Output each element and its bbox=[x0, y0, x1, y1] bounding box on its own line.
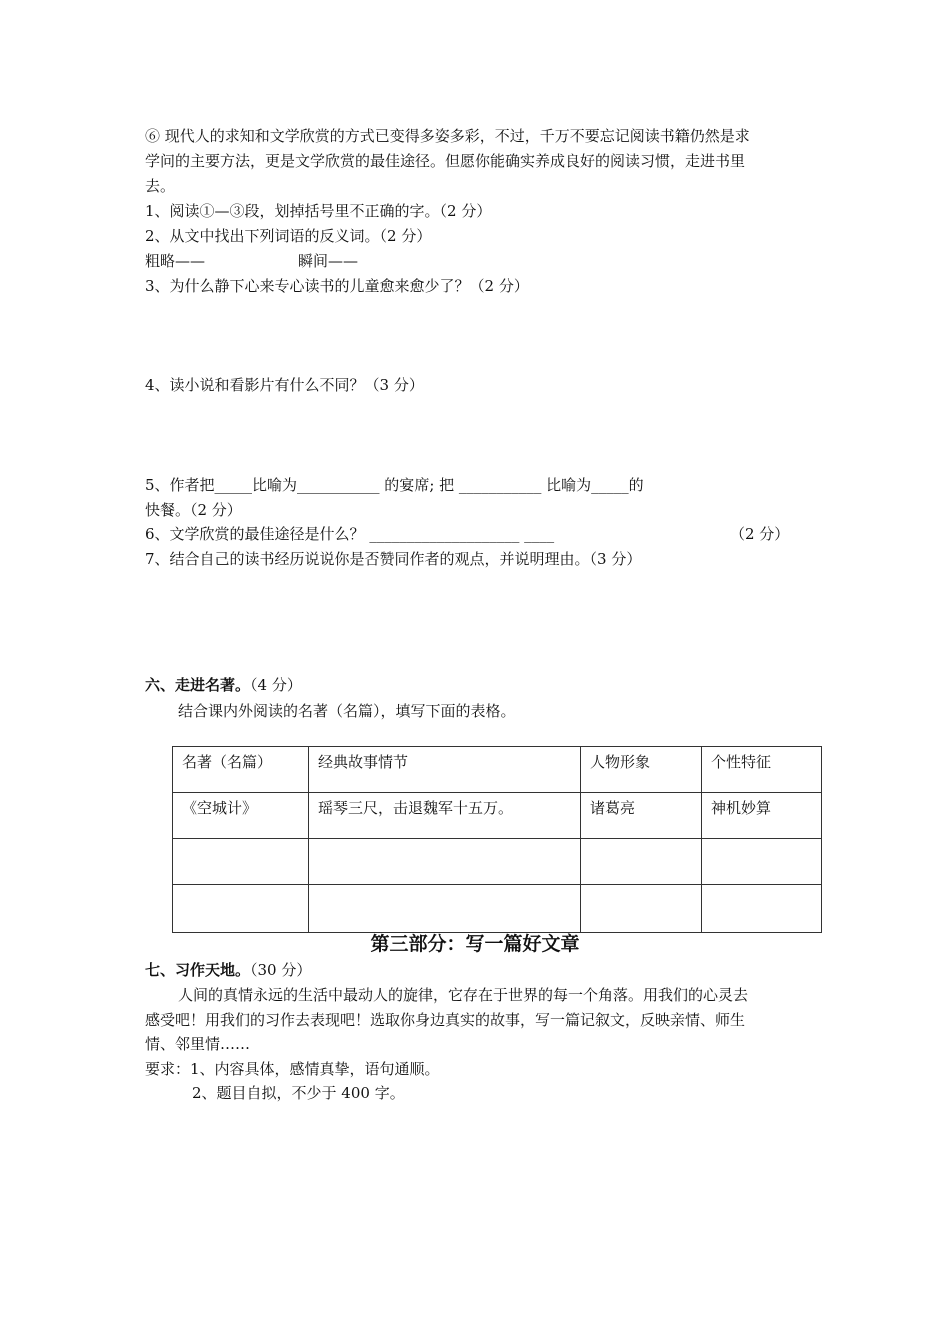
question-5-cont: 快餐。（2 分） bbox=[145, 501, 242, 519]
table-cell: 《空城计》 bbox=[173, 793, 309, 839]
section-6-heading: 六、走进名著。 bbox=[145, 676, 251, 694]
section-7-header bbox=[145, 958, 311, 982]
classics-table bbox=[172, 746, 822, 933]
table-cell-empty[interactable] bbox=[702, 839, 822, 885]
table-cell-empty[interactable] bbox=[309, 885, 581, 933]
table-row bbox=[173, 793, 822, 839]
writing-prompt: 感受吧！用我们的习作去表现吧！选取你身边真实的故事，写一篇记叙文，反映亲情、师生 bbox=[145, 1011, 746, 1029]
question-2: 2、从文中找出下列词语的反义词。（2 分） bbox=[145, 227, 432, 245]
table-header-cell: 个性特征 bbox=[702, 747, 822, 793]
question-7: 7、结合自己的读书经历说说你是否赞同作者的观点，并说明理由。（3 分） bbox=[145, 550, 642, 568]
section-6-header bbox=[145, 673, 302, 697]
question-2-blank-b: 瞬间—— bbox=[298, 252, 359, 270]
table-cell: 诸葛亮 bbox=[581, 793, 702, 839]
passage-line: 去。 bbox=[145, 177, 176, 195]
part-3-title: 第三部分：写一篇好文章 bbox=[370, 933, 580, 955]
table-header-cell: 人物形象 bbox=[581, 747, 702, 793]
table-cell-empty[interactable] bbox=[702, 885, 822, 933]
table-cell-empty[interactable] bbox=[581, 885, 702, 933]
question-3: 3、为什么静下心来专心读书的儿童愈来愈少了？（2 分） bbox=[145, 277, 529, 295]
table-header-cell: 名著（名篇） bbox=[173, 747, 309, 793]
section-7-score: （30 分） bbox=[250, 961, 312, 979]
table-cell: 神机妙算 bbox=[702, 793, 822, 839]
requirement-2: 2、题目自拟，不少于 400 字。 bbox=[192, 1084, 405, 1102]
table-header-row bbox=[173, 747, 822, 793]
writing-prompt: 人间的真情永远的生活中最动人的旋律，它存在于世界的每一个角落。用我们的心灵去 bbox=[178, 986, 749, 1004]
section-6-score: （4 分） bbox=[250, 676, 302, 694]
table-header-cell: 经典故事情节 bbox=[309, 747, 581, 793]
passage-line: ⑥ 现代人的求知和文学欣赏的方式已变得多姿多彩，不过，千万不要忘记阅读书籍仍然是求 bbox=[145, 127, 750, 145]
question-2-blank-a: 粗略—— bbox=[145, 252, 206, 270]
section-6-instruction: 结合课内外阅读的名著（名篇），填写下面的表格。 bbox=[178, 702, 516, 720]
table-row bbox=[173, 885, 822, 933]
passage-line: 学问的主要方法，更是文学欣赏的最佳途径。但愿你能确实养成良好的阅读习惯，走进书里 bbox=[145, 152, 746, 170]
question-1: 1、阅读①—③段，划掉括号里不正确的字。（2 分） bbox=[145, 202, 492, 220]
writing-prompt: 情、邻里情…… bbox=[145, 1035, 251, 1053]
table-row bbox=[173, 839, 822, 885]
table-cell-empty[interactable] bbox=[173, 885, 309, 933]
question-5: 5、作者把_____比喻为___________ 的宴席; 把 ___________ 比喻为_____的 bbox=[145, 476, 644, 494]
table-cell-empty[interactable] bbox=[581, 839, 702, 885]
question-6: 6、文学欣赏的最佳途径是什么？ ____________________ ____ bbox=[145, 525, 555, 543]
section-7-heading: 七、习作天地。 bbox=[145, 961, 251, 979]
question-6-score: （2 分） bbox=[730, 525, 790, 543]
requirement-1: 要求：1、内容具体，感情真挚，语句通顺。 bbox=[145, 1060, 440, 1078]
table-cell-empty[interactable] bbox=[309, 839, 581, 885]
question-4: 4、读小说和看影片有什么不同？（3 分） bbox=[145, 376, 424, 394]
table-cell: 瑶琴三尺，击退魏军十五万。 bbox=[309, 793, 581, 839]
table-cell-empty[interactable] bbox=[173, 839, 309, 885]
